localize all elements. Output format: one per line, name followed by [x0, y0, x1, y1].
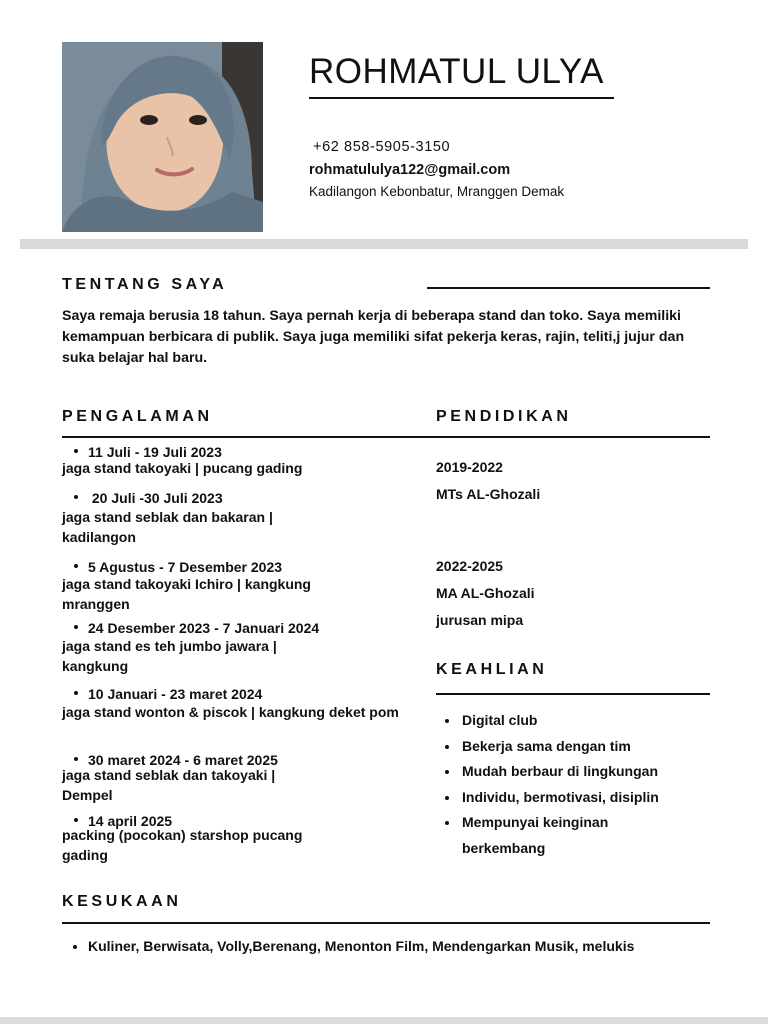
skill-item: Individu, bermotivasi, disiplin	[443, 785, 723, 811]
experience-date: 20 Juli -30 Juli 2023	[62, 490, 223, 506]
experience-description: jaga stand seblak dan takoyaki | Dempel	[62, 767, 276, 803]
home-address: Kadilangon Kebonbatur, Mranggen Demak	[309, 184, 565, 199]
experience-date: 24 Desember 2023 - 7 Januari 2024	[62, 620, 319, 636]
skill-item: Bekerja sama dengan tim	[443, 734, 723, 760]
name-divider	[309, 97, 614, 99]
experience-date: 11 Juli - 19 Juli 2023	[62, 444, 222, 460]
experience-description: jaga stand takoyaki Ichiro | kangkung mranggen	[62, 576, 311, 612]
footer-band	[0, 1017, 768, 1024]
skills-list	[443, 708, 723, 862]
experience-date: 30 maret 2024 - 6 maret 2025	[62, 752, 278, 768]
hobbies-list-item	[70, 935, 690, 958]
skill-item: Digital club	[443, 708, 723, 734]
phone-number: +62 858-5905-3150	[313, 139, 451, 155]
hobbies-heading-rule	[62, 922, 710, 924]
profile-photo	[62, 42, 263, 232]
experience-heading: PENGALAMAN	[62, 408, 213, 425]
education-years: 2022-2025	[436, 558, 503, 574]
education-school: MTs AL-Ghozali	[436, 486, 541, 502]
hobbies-heading: KESUKAAN	[62, 893, 182, 910]
bullet-icon	[73, 945, 77, 949]
experience-description: jaga stand wonton & piscok | kangkung deket pom	[62, 704, 399, 720]
about-heading-rule	[427, 287, 710, 289]
experience-date: 10 Januari - 23 maret 2024	[62, 686, 262, 702]
experience-date: 14 april 2025	[62, 813, 172, 829]
skills-heading-rule	[436, 693, 710, 695]
candidate-name: ROHMATUL ULYA	[309, 52, 604, 91]
experience-description: jaga stand es teh jumbo jawara | kangkung	[62, 638, 277, 674]
experience-description: jaga stand takoyaki | pucang gading	[62, 460, 303, 476]
about-heading: TENTANG SAYA	[62, 276, 228, 293]
header-separator-band	[20, 239, 748, 249]
education-heading: PENDIDIKAN	[436, 408, 572, 425]
experience-description: jaga stand seblak dan bakaran | kadilangon	[62, 509, 273, 545]
about-text: Saya remaja berusia 18 tahun. Saya pernah kerja di beberapa stand dan toko. Saya memiliki kemampuan berbicara di publik. Saya juga memiliki sifat pekerja keras, rajin, teliti,j jujur dan suka belajar hal baru.	[62, 308, 685, 366]
skills-heading: KEAHLIAN	[436, 661, 548, 678]
experience-date: 5 Agustus - 7 Desember 2023	[62, 559, 282, 575]
education-years: 2019-2022	[436, 459, 503, 475]
hobbies-text: Kuliner, Berwisata, Volly,Berenang, Menonton Film, Mendengarkan Musik, melukis	[88, 938, 635, 954]
skill-item: Mudah berbaur di lingkungan	[443, 759, 723, 785]
education-major: jurusan mipa	[436, 612, 524, 628]
experience-education-rule	[62, 436, 710, 438]
email-address: rohmatululya122@gmail.com	[309, 162, 511, 178]
skill-item: Mempunyai keinginan berkembang	[443, 810, 643, 861]
education-school: MA AL-Ghozali	[436, 585, 535, 601]
experience-description: packing (pocokan) starshop pucang gading	[62, 827, 303, 863]
